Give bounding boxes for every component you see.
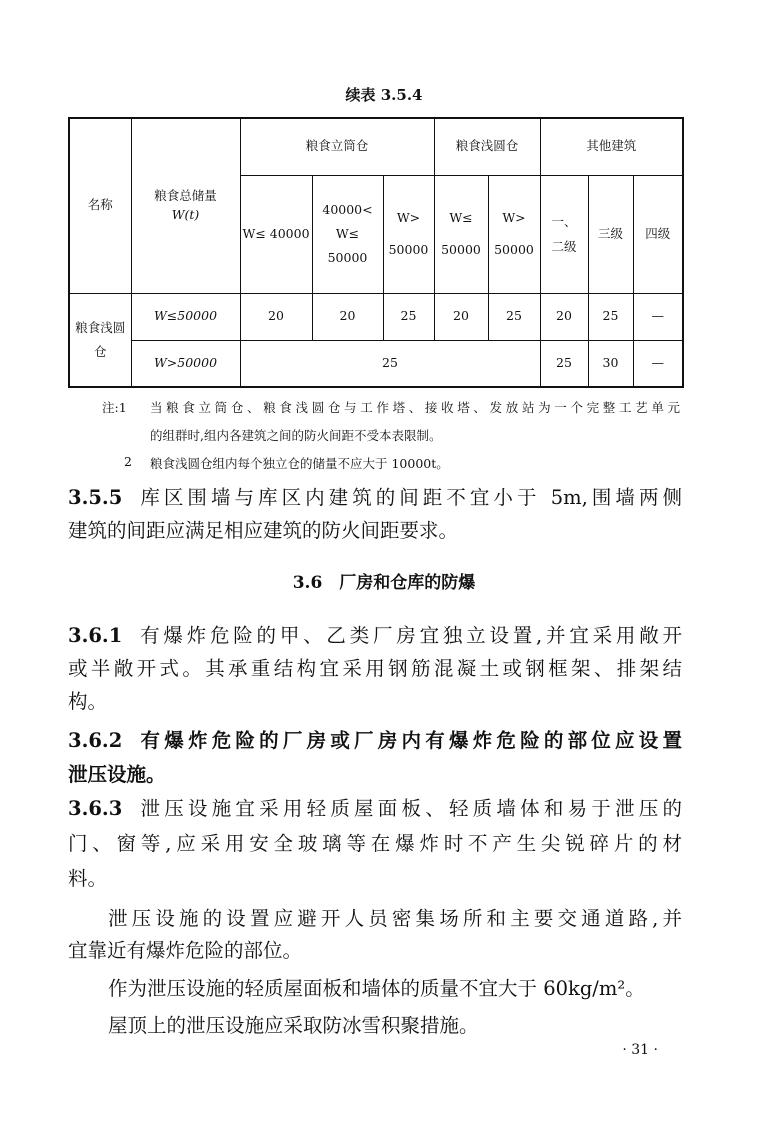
row-label	[131, 340, 240, 387]
sub-header: 三级	[588, 175, 633, 293]
sub-header: W> 50000	[383, 175, 434, 293]
sub-header: 40000< W≤ 50000	[312, 175, 383, 293]
sub-header: 一、二级	[540, 175, 588, 293]
group-other: 其他建筑	[540, 118, 683, 175]
cell: 20	[434, 293, 488, 340]
fire-distance-table	[68, 117, 684, 388]
row-label-text: W≤50000	[153, 308, 218, 324]
cell: 25	[588, 293, 633, 340]
merged-cell: 25	[240, 340, 540, 387]
cell: 20	[540, 293, 588, 340]
header-storage	[131, 118, 240, 293]
row-label-text: W>50000	[153, 354, 218, 370]
clause-3-6-1	[68, 620, 682, 648]
clause-number: 3.6.3	[68, 797, 123, 820]
cell: 25	[488, 293, 540, 340]
clause-text: 泄压设施宜采用轻质屋面板、轻质墙体和易于泄压的	[136, 797, 682, 820]
clause-3-6-2-line-2: 泄压设施。	[68, 763, 166, 786]
paragraph-2: 作为泄压设施的轻质屋面板和墙体的质量不宜大于 60kg/m²。	[108, 977, 645, 1000]
clause-number: 3.6.2	[68, 729, 123, 752]
cell: 20	[240, 293, 312, 340]
clause-text: 库区围墙与库区内建筑的间距不宜小于 5m,围墙两侧	[136, 486, 682, 509]
clause-3-5-5-line-2: 建筑的间距应满足相应建筑的防火间距要求。	[68, 519, 459, 542]
header-storage-label: 粮食总储量	[154, 188, 217, 203]
group-silo: 粮食立筒仓	[240, 118, 434, 175]
note-prefix: 注:1	[102, 400, 127, 415]
header-name: 名称	[69, 118, 131, 293]
sub-header: 四级	[633, 175, 683, 293]
clause-text: 有爆炸危险的甲、乙类厂房宜独立设置,并宜采用敞开	[136, 624, 682, 647]
cell: —	[633, 340, 683, 387]
cell: 25	[540, 340, 588, 387]
sub-header: W≤ 40000	[240, 175, 312, 293]
table-row	[69, 340, 683, 387]
clause-text: 有爆炸危险的厂房或厂房内有爆炸危险的部位应设置	[136, 729, 682, 752]
table-caption: 续表 3.5.4	[345, 86, 423, 104]
clause-3-5-5	[68, 482, 682, 510]
page-number: · 31 ·	[622, 1042, 658, 1058]
cell: 30	[588, 340, 633, 387]
paragraph-1-line-2: 宜靠近有爆炸危险的部位。	[68, 939, 303, 962]
cell: —	[633, 293, 683, 340]
sub-header: W≤ 50000	[434, 175, 488, 293]
clause-3-6-1-line-2: 或半敞开式。其承重结构宜采用钢筋混凝土或钢框架、排架结	[68, 657, 682, 680]
group-shallow: 粮食浅圆仓	[434, 118, 540, 175]
note-1-line-1: 当粮食立筒仓、粮食浅圆仓与工作塔、接收塔、发放站为一个完整工艺单元	[150, 400, 680, 415]
header-storage-unit: W(t)	[171, 206, 200, 222]
clause-number: 3.5.5	[68, 486, 123, 509]
table-row	[69, 293, 683, 340]
clause-3-6-3-line-3: 料。	[68, 867, 108, 890]
cell: 25	[383, 293, 434, 340]
section-title: 3.6 厂房和仓库的防爆	[292, 573, 476, 593]
note-1-line-2: 的组群时,组内各建筑之间的防火间距不受本表限制。	[150, 428, 442, 443]
clause-3-6-3	[68, 793, 682, 821]
paragraph-1-line-1: 泄压设施的设置应避开人员密集场所和主要交通道路,并	[108, 907, 682, 930]
clause-3-6-3-line-2: 门、窗等,应采用安全玻璃等在爆炸时不产生尖锐碎片的材	[68, 832, 682, 855]
paragraph-3: 屋顶上的泄压设施应采取防冰雪积聚措施。	[108, 1014, 479, 1037]
clause-3-6-2	[68, 725, 682, 753]
clause-3-6-1-line-3: 构。	[68, 690, 108, 713]
sub-header: W> 50000	[488, 175, 540, 293]
cell: 20	[312, 293, 383, 340]
note-2: 粮食浅圆仓组内每个独立仓的储量不应大于 10000t。	[150, 456, 449, 471]
note-2-number: 2	[124, 454, 132, 469]
row-group-label: 粮食浅圆仓	[69, 293, 131, 387]
row-label	[131, 293, 240, 340]
clause-number: 3.6.1	[68, 624, 123, 647]
